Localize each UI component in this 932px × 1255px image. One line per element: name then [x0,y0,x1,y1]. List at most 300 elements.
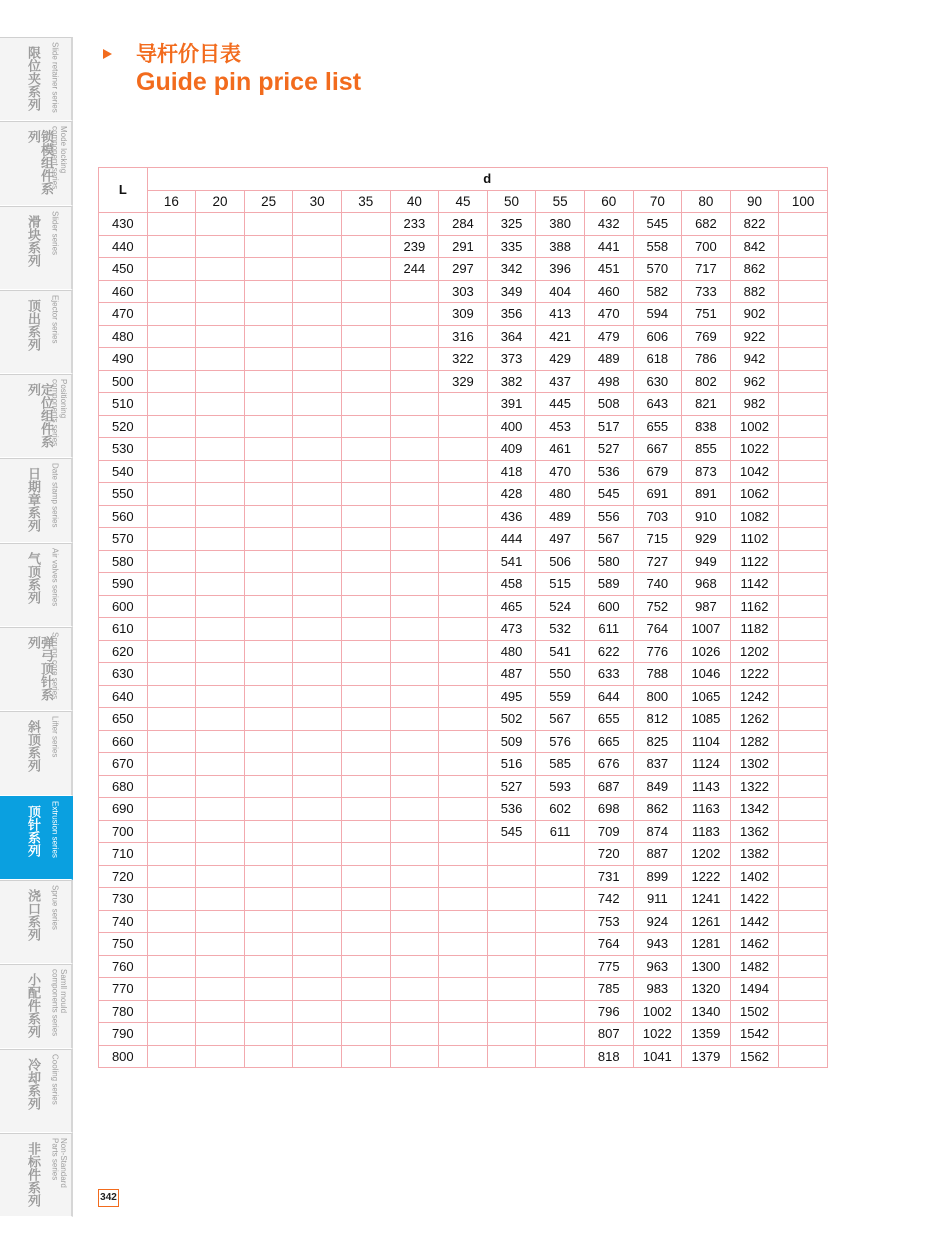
price-cell [147,325,196,348]
page-title-zh: 导杆价目表 [136,42,241,66]
price-cell [293,955,342,978]
price-cell [293,753,342,776]
l-value-cell: 480 [99,325,148,348]
price-cell [439,843,488,866]
price-cell [244,595,293,618]
table-row [99,460,828,483]
price-cell: 1261 [682,910,731,933]
price-cell [293,235,342,258]
price-cell: 1494 [730,978,779,1001]
price-cell: 418 [487,460,536,483]
price-cell [244,415,293,438]
price-cell: 1359 [682,1023,731,1046]
sidebar-item[interactable] [0,711,73,795]
price-cell [196,820,245,843]
l-value-cell: 510 [99,393,148,416]
price-cell: 1262 [730,708,779,731]
table-row [99,483,828,506]
price-cell [439,550,488,573]
price-cell [536,978,585,1001]
d-column-header: 35 [341,190,390,213]
price-cell [244,663,293,686]
price-cell [390,775,439,798]
price-cell [487,1000,536,1023]
price-cell: 436 [487,505,536,528]
price-cell [390,280,439,303]
sidebar-item[interactable] [0,627,73,711]
sidebar-item-label-zh: 气顶系列 [25,551,40,604]
price-cell [341,888,390,911]
price-cell [147,978,196,1001]
price-cell [196,213,245,236]
price-cell [196,573,245,596]
price-cell: 855 [682,438,731,461]
price-cell: 479 [584,325,633,348]
table-row [99,933,828,956]
price-cell: 239 [390,235,439,258]
sidebar-item-label-en: Slider series [50,210,60,255]
price-cell: 593 [536,775,585,798]
price-cell: 752 [633,595,682,618]
price-cell [779,888,828,911]
sidebar-item-label-zh: 顶针系列 [25,804,40,857]
price-cell [293,775,342,798]
price-cell [390,325,439,348]
price-cell [293,595,342,618]
price-cell [439,708,488,731]
price-cell: 536 [487,798,536,821]
price-cell: 1222 [682,865,731,888]
price-cell [147,865,196,888]
l-value-cell: 740 [99,910,148,933]
sidebar-item-label-zh: 弹弓顶针系列 [25,636,53,702]
price-cell: 413 [536,303,585,326]
price-cell [779,820,828,843]
price-cell: 698 [584,798,633,821]
price-cell [244,618,293,641]
price-cell: 1340 [682,1000,731,1023]
price-cell [196,888,245,911]
price-cell: 1242 [730,685,779,708]
price-cell [244,303,293,326]
table-row [99,438,828,461]
price-cell [779,798,828,821]
price-cell: 776 [633,640,682,663]
price-cell: 987 [682,595,731,618]
price-cell: 862 [730,258,779,281]
price-cell [196,550,245,573]
sidebar-item[interactable] [0,374,73,458]
price-cell [779,1045,828,1068]
price-cell [293,798,342,821]
price-cell [439,730,488,753]
price-cell [390,1045,439,1068]
price-cell: 1042 [730,460,779,483]
l-value-cell: 760 [99,955,148,978]
price-cell: 445 [536,393,585,416]
price-cell [293,708,342,731]
price-cell: 887 [633,843,682,866]
price-cell: 536 [584,460,633,483]
price-cell [196,618,245,641]
price-cell [293,910,342,933]
price-cell: 556 [584,505,633,528]
price-cell [779,843,828,866]
price-cell [244,370,293,393]
price-cell [341,393,390,416]
price-cell [244,483,293,506]
price-cell [244,550,293,573]
price-cell [390,978,439,1001]
price-cell: 297 [439,258,488,281]
price-cell: 769 [682,325,731,348]
price-cell [439,753,488,776]
price-cell [341,235,390,258]
price-cell: 1241 [682,888,731,911]
sidebar-item-label-en: Cooling series [50,1053,60,1105]
price-cell: 891 [682,483,731,506]
price-cell [341,595,390,618]
price-cell [390,865,439,888]
price-cell [147,258,196,281]
table-row [99,910,828,933]
price-cell [244,685,293,708]
sidebar-item-label-en: Slide retainer series [50,42,60,113]
price-cell: 364 [487,325,536,348]
price-cell: 489 [536,505,585,528]
sidebar-item[interactable] [0,796,73,880]
l-value-cell: 620 [99,640,148,663]
sidebar-item[interactable] [0,121,73,205]
price-cell [196,753,245,776]
price-cell [196,1045,245,1068]
price-cell [390,460,439,483]
price-cell [341,663,390,686]
price-cell: 1342 [730,798,779,821]
price-cell: 1062 [730,483,779,506]
price-cell: 316 [439,325,488,348]
price-cell: 618 [633,348,682,371]
price-cell [390,730,439,753]
price-cell: 388 [536,235,585,258]
d-column-header: 25 [244,190,293,213]
price-cell [779,460,828,483]
sidebar-item[interactable] [0,290,73,374]
price-cell [779,910,828,933]
price-cell: 825 [633,730,682,753]
price-cell [196,280,245,303]
price-cell [390,798,439,821]
price-cell: 532 [536,618,585,641]
l-value-cell: 540 [99,460,148,483]
price-cell [293,933,342,956]
price-cell [779,753,828,776]
table-row [99,303,828,326]
price-cell: 679 [633,460,682,483]
price-cell [341,460,390,483]
table-row [99,573,828,596]
price-cell [196,1023,245,1046]
price-cell [439,798,488,821]
table-row [99,325,828,348]
price-cell [536,888,585,911]
table-row [99,640,828,663]
price-cell [147,933,196,956]
price-cell [390,303,439,326]
price-cell: 325 [487,213,536,236]
sidebar-item-label-en: Sprue series [50,884,60,930]
price-cell: 309 [439,303,488,326]
price-cell [244,843,293,866]
sidebar-item[interactable] [0,206,73,290]
price-cell: 1022 [730,438,779,461]
price-cell: 517 [584,415,633,438]
price-cell: 291 [439,235,488,258]
price-cell: 342 [487,258,536,281]
price-cell: 453 [536,415,585,438]
price-cell [196,415,245,438]
d-column-header: 40 [390,190,439,213]
price-cell [341,798,390,821]
price-cell [779,415,828,438]
price-cell: 812 [633,708,682,731]
price-cell: 600 [584,595,633,618]
d-column-header: 16 [147,190,196,213]
price-cell [147,303,196,326]
price-cell [439,1023,488,1046]
price-cell: 1302 [730,753,779,776]
price-cell [536,933,585,956]
sidebar-item-label-en: Positioning components series [50,379,68,447]
price-cell: 541 [487,550,536,573]
price-cell: 495 [487,685,536,708]
price-cell [779,505,828,528]
price-cell: 1143 [682,775,731,798]
sidebar-item-label-zh: 冷却系列 [25,1057,40,1110]
price-cell [147,775,196,798]
price-cell: 509 [487,730,536,753]
price-cell [341,1045,390,1068]
table-row [99,370,828,393]
price-cell: 1222 [730,663,779,686]
price-cell [487,865,536,888]
price-cell: 1041 [633,1045,682,1068]
price-cell: 727 [633,550,682,573]
table-row [99,280,828,303]
sidebar-item-label-en: Lifter series [50,716,60,758]
price-cell: 911 [633,888,682,911]
price-cell: 473 [487,618,536,641]
price-cell [779,348,828,371]
price-cell [487,888,536,911]
price-cell: 233 [390,213,439,236]
price-cell [196,955,245,978]
price-cell [390,685,439,708]
price-cell [779,685,828,708]
price-cell: 882 [730,280,779,303]
price-cell [779,730,828,753]
price-cell [341,775,390,798]
price-cell: 800 [633,685,682,708]
table-row [99,393,828,416]
l-value-cell: 470 [99,303,148,326]
price-cell [244,1000,293,1023]
price-cell: 733 [682,280,731,303]
price-cell [439,595,488,618]
price-cell: 821 [682,393,731,416]
price-cell: 480 [487,640,536,663]
price-cell: 720 [584,843,633,866]
price-cell: 322 [439,348,488,371]
sidebar-item[interactable] [0,1049,73,1133]
price-cell: 1322 [730,775,779,798]
price-cell: 643 [633,393,682,416]
l-value-cell: 660 [99,730,148,753]
l-value-cell: 690 [99,798,148,821]
l-value-cell: 640 [99,685,148,708]
price-cell [341,820,390,843]
price-cell: 602 [536,798,585,821]
sidebar-item[interactable] [0,543,73,627]
price-cell: 655 [584,708,633,731]
price-cell: 396 [536,258,585,281]
price-cell [390,528,439,551]
price-cell [244,753,293,776]
price-cell [147,910,196,933]
table-row [99,550,828,573]
d-column-group-header: d [147,168,827,191]
price-cell [439,528,488,551]
sidebar-item[interactable] [0,458,73,542]
price-cell [147,280,196,303]
price-cell [147,708,196,731]
price-cell [196,325,245,348]
page-number: 342 [98,1189,119,1207]
price-cell [341,1000,390,1023]
price-cell: 873 [682,460,731,483]
price-cell [779,483,828,506]
l-value-cell: 730 [99,888,148,911]
price-cell: 753 [584,910,633,933]
sidebar-item[interactable] [0,37,73,121]
table-row [99,618,828,641]
table-row [99,595,828,618]
price-cell: 349 [487,280,536,303]
price-cell [293,325,342,348]
price-cell: 487 [487,663,536,686]
price-cell: 644 [584,685,633,708]
price-cell [439,978,488,1001]
d-column-header: 80 [682,190,731,213]
sidebar-item-label-en: Date stamp series [50,463,60,528]
l-value-cell: 710 [99,843,148,866]
price-cell: 335 [487,235,536,258]
sidebar-item-label-en: Samll mould components series [50,969,68,1037]
table-row [99,730,828,753]
price-cell: 633 [584,663,633,686]
price-cell [779,865,828,888]
price-cell [293,460,342,483]
price-cell: 458 [487,573,536,596]
price-cell [293,303,342,326]
price-cell [196,865,245,888]
price-cell [196,528,245,551]
l-value-cell: 530 [99,438,148,461]
price-cell [487,1023,536,1046]
price-cell [244,1023,293,1046]
price-cell [147,640,196,663]
price-cell [341,865,390,888]
price-cell [536,1000,585,1023]
price-cell: 329 [439,370,488,393]
l-value-cell: 550 [99,483,148,506]
price-cell [293,573,342,596]
price-cell: 506 [536,550,585,573]
l-value-cell: 720 [99,865,148,888]
price-cell [147,618,196,641]
sidebar-item-label-en: Sprung core series [50,632,60,700]
price-cell [293,550,342,573]
price-cell: 502 [487,708,536,731]
d-column-header: 20 [196,190,245,213]
price-cell [293,888,342,911]
price-cell [390,595,439,618]
price-cell [779,393,828,416]
sidebar-item[interactable] [0,1133,73,1217]
price-cell [196,1000,245,1023]
price-cell: 1163 [682,798,731,821]
price-cell [293,1023,342,1046]
price-cell: 902 [730,303,779,326]
price-cell: 1183 [682,820,731,843]
table-row [99,235,828,258]
sidebar-item[interactable] [0,880,73,964]
price-cell [293,820,342,843]
price-cell: 983 [633,978,682,1001]
price-cell [341,483,390,506]
price-cell: 1382 [730,843,779,866]
price-cell: 606 [633,325,682,348]
l-value-cell: 670 [99,753,148,776]
price-cell [341,550,390,573]
price-cell [487,910,536,933]
price-cell: 838 [682,415,731,438]
price-cell [147,213,196,236]
price-cell [439,955,488,978]
price-cell [196,348,245,371]
price-cell [439,820,488,843]
price-cell: 922 [730,325,779,348]
price-cell [779,550,828,573]
price-cell: 862 [633,798,682,821]
price-cell [244,505,293,528]
price-cell: 786 [682,348,731,371]
price-cell: 432 [584,213,633,236]
sidebar-item[interactable] [0,964,73,1048]
price-cell: 1007 [682,618,731,641]
section-nav [0,37,73,1217]
price-cell [341,370,390,393]
price-cell [293,348,342,371]
price-cell [147,415,196,438]
price-cell: 709 [584,820,633,843]
l-value-cell: 650 [99,708,148,731]
price-cell: 409 [487,438,536,461]
price-cell [779,325,828,348]
table-row [99,798,828,821]
price-cell [196,798,245,821]
price-cell [196,483,245,506]
